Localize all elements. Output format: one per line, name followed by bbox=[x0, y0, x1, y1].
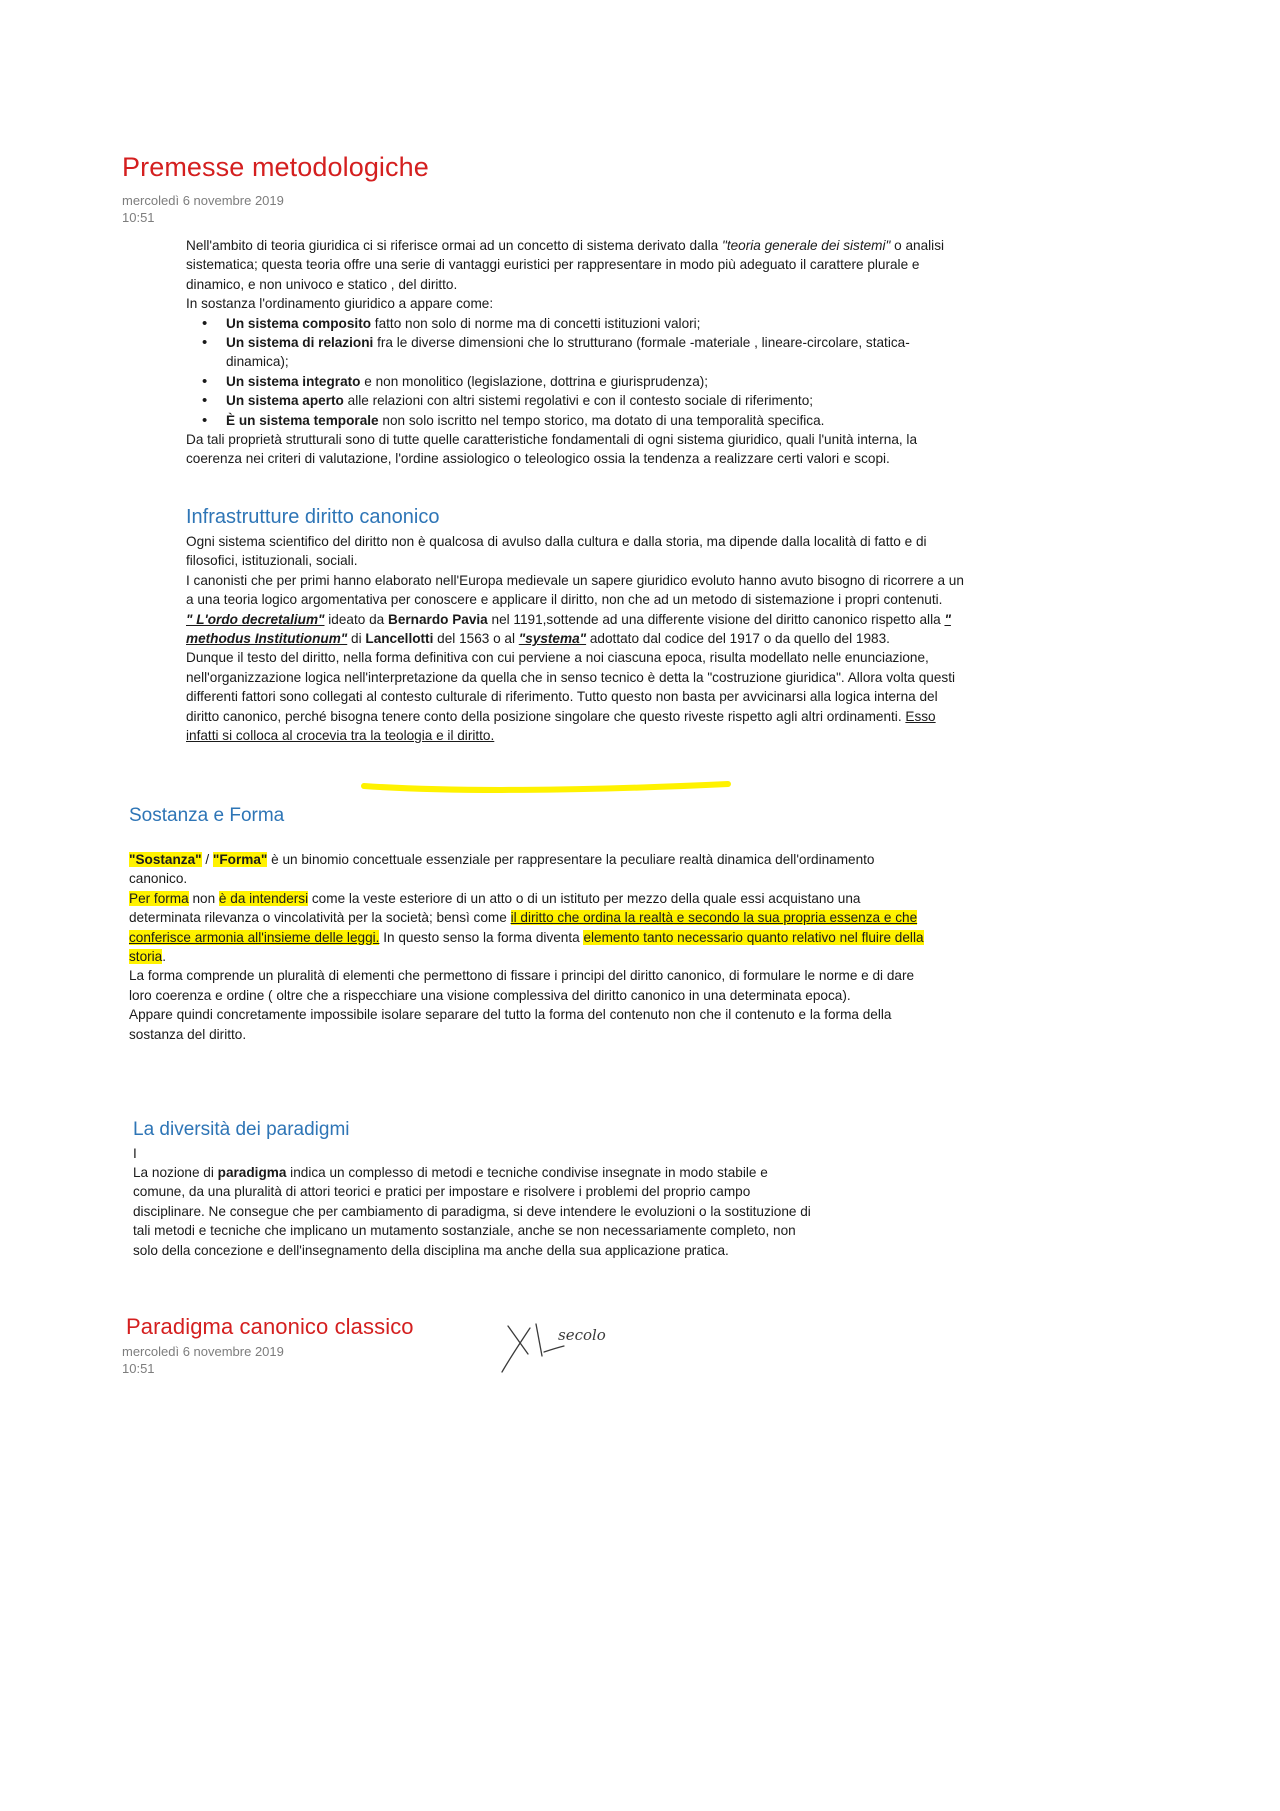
term-systema: "systema" bbox=[518, 631, 587, 647]
section-heading-infrastrutture: Infrastrutture diritto canonico bbox=[186, 506, 440, 528]
page-date: mercoledì 6 novembre 2019 bbox=[122, 1344, 284, 1359]
list-item: • È un sistema temporale non solo iscritto nel tempo storico, ma dotato di una temporalità specifica. bbox=[186, 411, 970, 430]
stray-char: I bbox=[133, 1146, 137, 1161]
list-item: • Un sistema integrato e non monolitico (legislazione, dottrina e giurisprudenza); bbox=[186, 372, 970, 391]
page-meta-2 bbox=[122, 1343, 284, 1377]
paragraph: Dunque il testo del diritto, nella forma definitiva con cui perviene a noi ciascuna epoca, risulta modellato nelle enunciazione, nell'organizzazione logica nell'interpretazione da quella che in senso tecnico è detta la "costruzione giuridica". Allora volta questi differenti fattori sono collegati al contesto culturale di riferimento. Tutto questo non basta per avvicinarsi alla logica interna del diritto canonico, perché bisogna tenere conto della posizione singolare che questo riveste rispetto agli altri ordinamenti. Esso infatti si colloca al crocevia tra la teologia e il diritto. bbox=[186, 650, 956, 744]
term-forma: "Forma" bbox=[212, 852, 268, 867]
paragraph: Ogni sistema scientifico del diritto non è qualcosa di avulso dalla cultura e dalla storia, ma dipende dalla località di fatto e di filosofici, istituzionali, sociali. bbox=[186, 534, 927, 569]
properties-list bbox=[186, 314, 970, 430]
intro-line2: In sostanza l'ordinamento giuridico a appare come: bbox=[186, 296, 494, 312]
highlight: elemento tanto necessario quanto relativo nel fluire della storia bbox=[129, 929, 924, 965]
highlight: è da intendersi bbox=[218, 890, 309, 906]
name-bernardo-pavia: Bernardo Pavia bbox=[388, 611, 488, 627]
intro-block bbox=[186, 236, 970, 469]
page-time: 10:51 bbox=[122, 1361, 155, 1376]
highlight: il diritto che ordina la realtà e secondo la sua propria essenza e che conferisce armonia all'insieme delle leggi. bbox=[129, 910, 918, 945]
page-date: mercoledì 6 novembre 2019 bbox=[122, 193, 284, 208]
intro-quote: "teoria generale dei sistemi" bbox=[722, 238, 891, 253]
infrastrutture-block bbox=[186, 532, 970, 745]
paragraph: " L'ordo decretalium" ideato da Bernardo Pavia nel 1191,sottende ad una differente visione del diritto canonico rispetto alla " methodus Institutionum" di Lancellotti del 1563 o al "systema" adottato dal codice del 1917 o da quello del 1983. bbox=[186, 611, 951, 647]
highlight: Per forma bbox=[129, 890, 189, 906]
yellow-marker-stroke bbox=[360, 776, 732, 794]
intro-paragraph: Nell'ambito di teoria giuridica ci si riferisce ormai ad un concetto di sistema derivato dalla "teoria generale dei sistemi" o analisi sistematica; questa teoria offre una serie di vantaggi euristici per rappresentare in modo più adeguato il carattere plurale e dinamico, e non univoco e statico , del diritto. bbox=[186, 238, 945, 292]
paragraph: Per forma non è da intendersi come la veste esteriore di un atto o di un istituto per mezzo della quale essi acquistano una determinata rilevanza o vincolatività per la società; bensì come il diritto che ordina la realtà e secondo la sua propria essenza e che conferisce armonia all'insieme delle leggi. In questo senso la forma diventa elemento tanto necessario quanto relativo nel fluire della storia. bbox=[129, 890, 924, 965]
term-paradigma: paradigma bbox=[217, 1165, 287, 1180]
paragraph: "Sostanza" / "Forma" è un binomio concettuale essenziale per rappresentare la peculiare realtà dinamica dell'ordinamento canonico. bbox=[129, 852, 875, 887]
paragraph: La forma comprende un pluralità di elementi che permettono di fissare i principi del diritto canonico, di formulare le norme e di dare loro coerenza e ordine ( oltre che a rispecchiare una visione complessiva del diritto canonico in una determinata epoca). bbox=[129, 968, 915, 1003]
section-heading-paradigmi: La diversità dei paradigmi bbox=[133, 1119, 350, 1140]
name-lancellotti: Lancellotti bbox=[365, 631, 434, 647]
term-ordo-decretalium: " L'ordo decretalium" bbox=[186, 611, 325, 627]
page-time: 10:51 bbox=[122, 210, 155, 225]
term-methodus: " methodus Institutionum" bbox=[186, 611, 951, 647]
paragraph: I canonisti che per primi hanno elaborato nell'Europa medievale un sapere giuridico evoluto hanno avuto bisogno di ricorrere a un a una teoria logico argomentativa per conoscere e applicare il diritto, non che ad un metodo di sistemazione i propri contenuti. bbox=[186, 572, 964, 608]
handwritten-note: secolo bbox=[558, 1326, 606, 1344]
page-title-2: Paradigma canonico classico bbox=[126, 1314, 414, 1339]
underlined-sentence: Esso infatti si colloca al crocevia tra la teologia e il diritto. bbox=[186, 708, 936, 744]
section-heading-sostanza: Sostanza e Forma bbox=[129, 805, 285, 826]
page-title: Premesse metodologiche bbox=[122, 152, 429, 182]
paragraph: Appare quindi concretamente impossibile isolare separare del tutto la forma del contenuto non che il contenuto e la forma della sostanza del diritto. bbox=[129, 1007, 892, 1042]
sostanza-block bbox=[129, 850, 924, 1044]
handwritten-note-image bbox=[494, 1318, 624, 1378]
page-meta bbox=[122, 192, 284, 226]
list-item: • Un sistema aperto alle relazioni con altri sistemi regolativi e con il contesto sociale di riferimento; bbox=[186, 391, 970, 410]
paradigmi-block bbox=[133, 1163, 813, 1260]
closing-paragraph: Da tali proprietà strutturali sono di tutte quelle caratteristiche fondamentali di ogni sistema giuridico, quali l'unità interna, la coerenza nei criteri di valutazione, l'ordine assiologico o teleologico ossia la tendenza a realizzare certi valori e scopi. bbox=[186, 432, 918, 467]
paragraph: La nozione di paradigma indica un complesso di metodi e tecniche condivise insegnate in modo stabile e comune, da una pluralità di attori teorici e pratici per impostare e risolvere i problemi del proprio campo disciplinare. Ne consegue che per cambiamento di paradigma, si deve intendere le evoluzioni o la sostituzione di tali metodi e tecniche che implicano un mutamento sostanziale, anche se non necessariamente completo, non solo della concezione e dell'insegnamento della disciplina ma anche della sua applicazione pratica. bbox=[133, 1165, 811, 1258]
list-item: • Un sistema di relazioni fra le diverse dimensioni che lo strutturano (formale -materiale , lineare-circolare, statica-dinamica); bbox=[186, 333, 970, 372]
term-sostanza: "Sostanza" bbox=[129, 852, 202, 867]
list-item: • Un sistema composito fatto non solo di norme ma di concetti istituzioni valori; bbox=[186, 314, 970, 333]
